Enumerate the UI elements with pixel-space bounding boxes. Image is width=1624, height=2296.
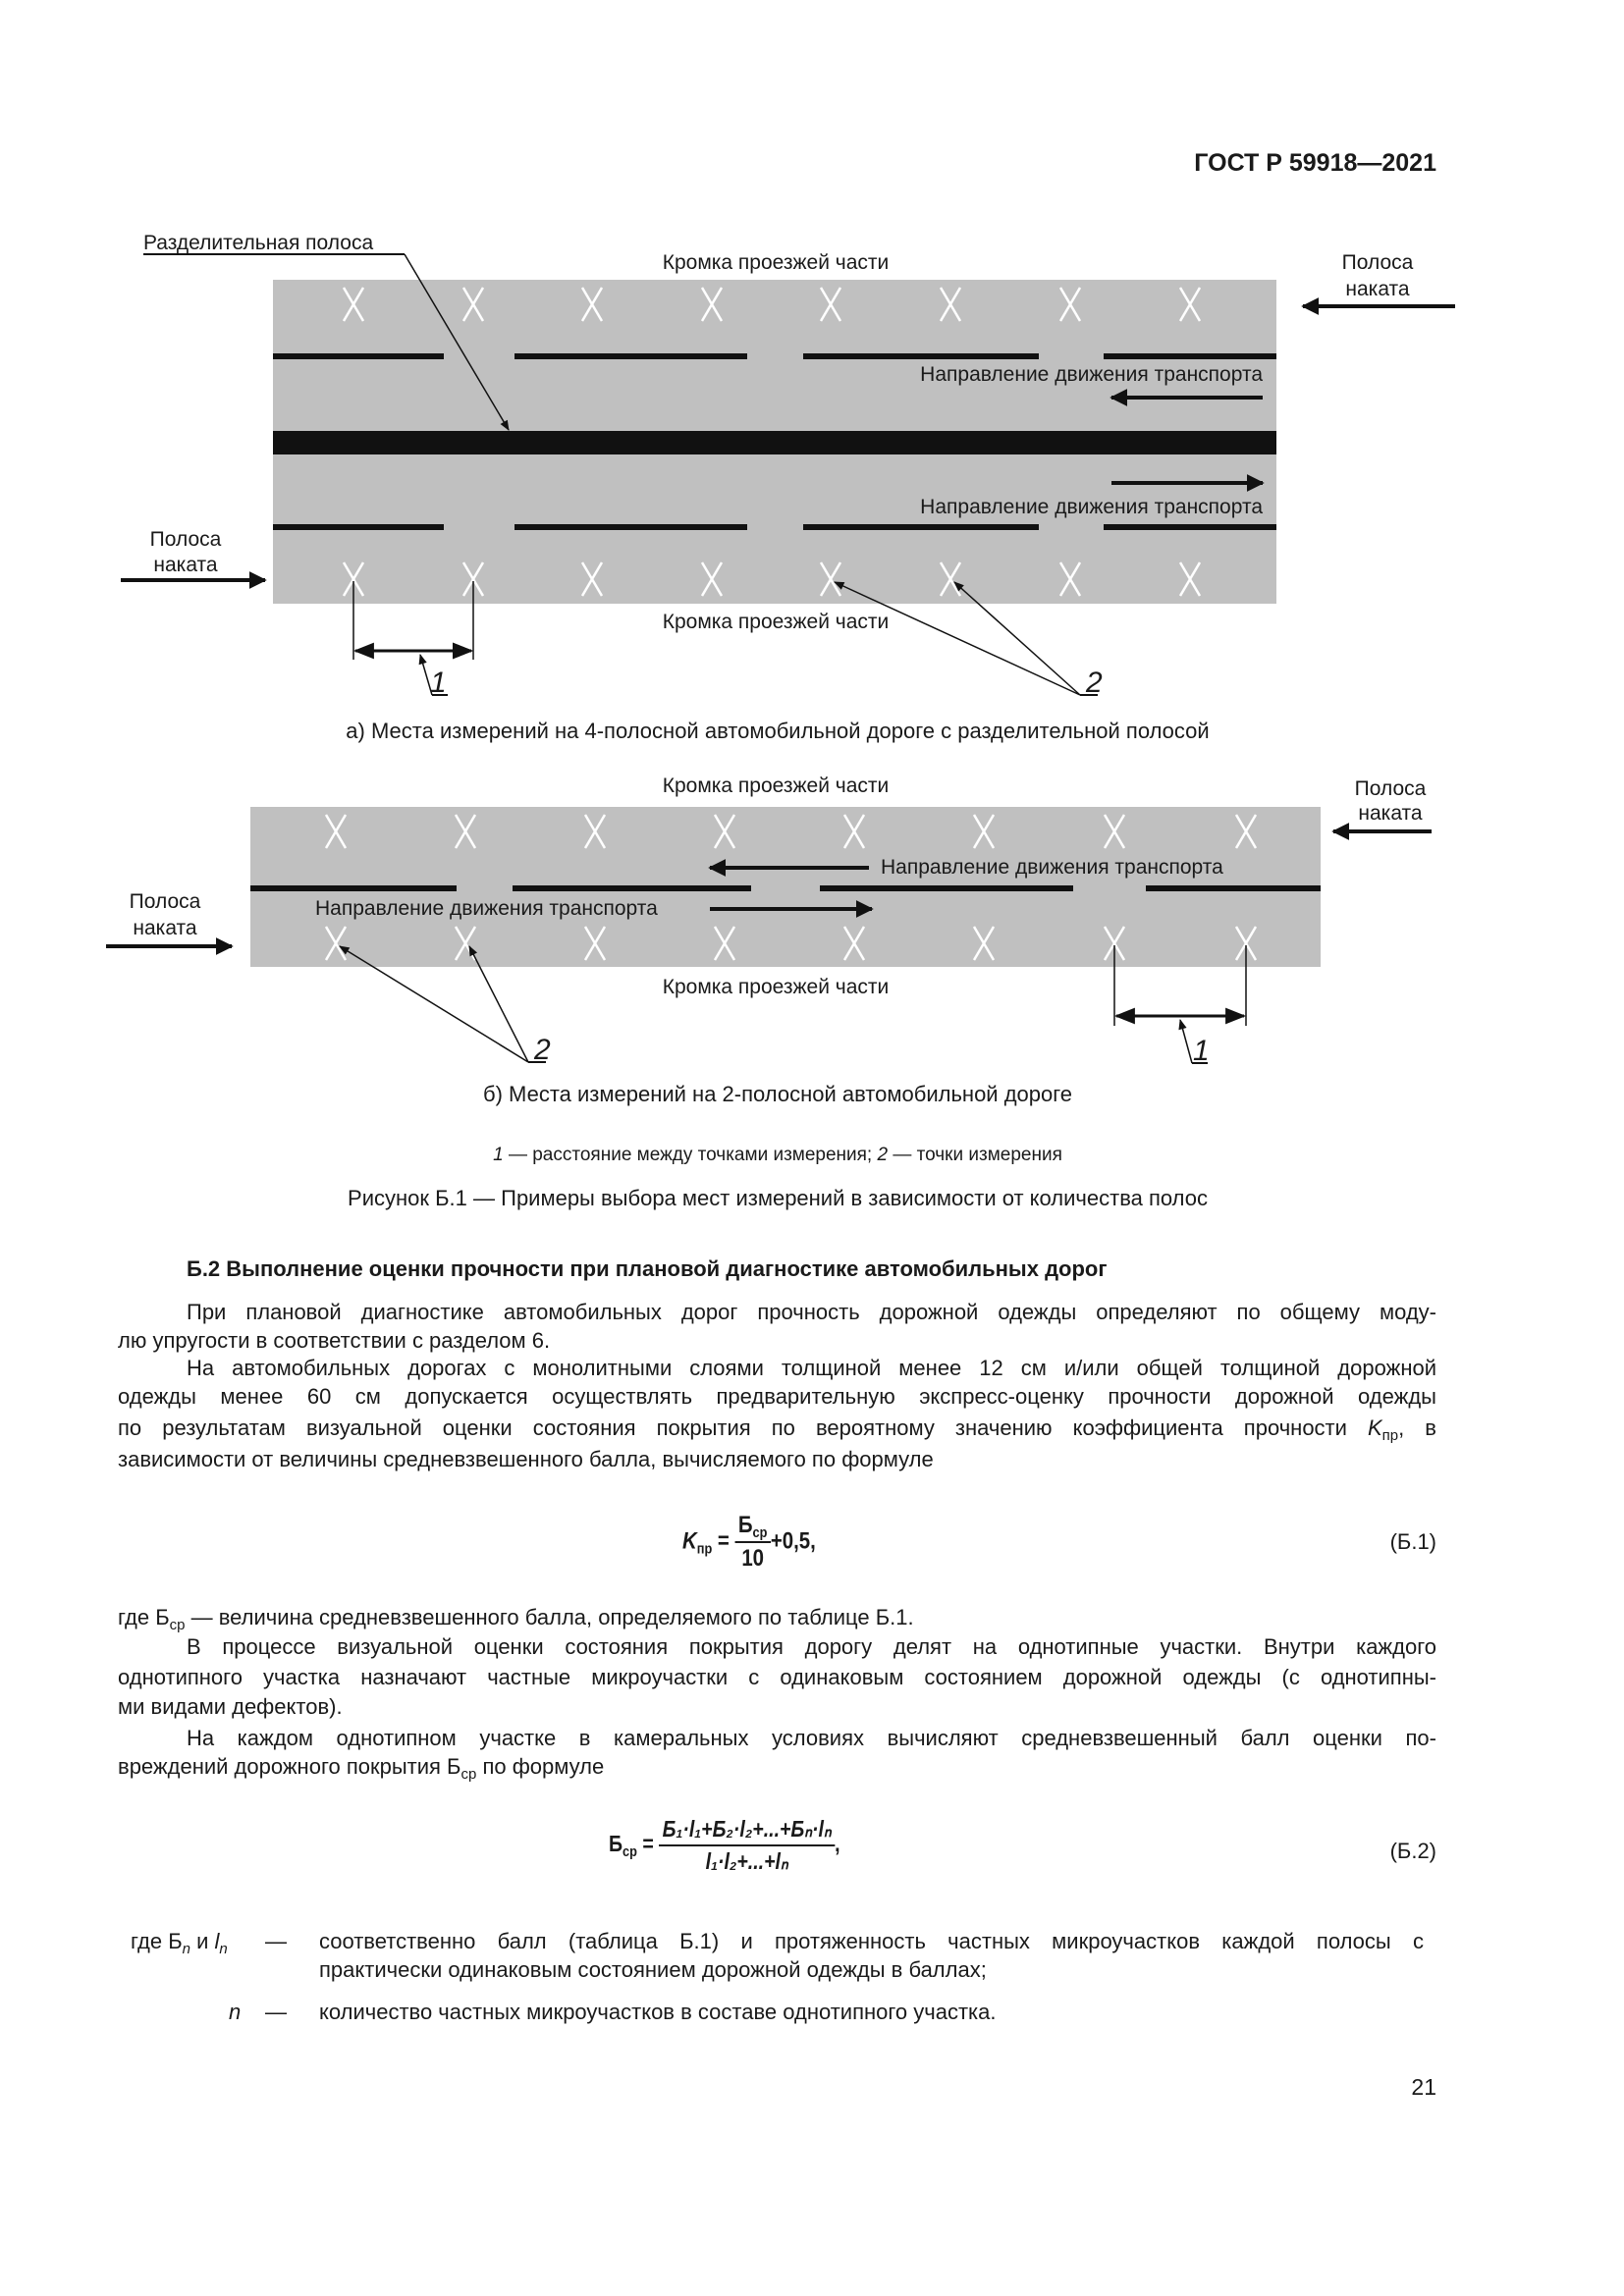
where-term: n	[229, 2000, 242, 2024]
operator: =	[636, 1831, 660, 1857]
subscript: ср	[752, 1524, 768, 1541]
callout-1: 1	[1193, 1035, 1210, 1067]
text-line: одежды менее 60 см допускается осуществлять предварительную экспресс-оценку прочности дорожной одежды	[118, 1384, 1436, 1409]
numerator	[734, 1512, 770, 1543]
section-heading: Б.2 Выполнение оценки прочности при плановой диагностике автомобильных дорог	[187, 1256, 1108, 1281]
callout-1: 1	[430, 667, 447, 699]
wheel-track-label: наката	[133, 917, 197, 939]
document-id: ГОСТ Р 59918—2021	[1194, 149, 1436, 177]
wheel-track-label: Полоса	[149, 528, 222, 551]
text-line: При плановой диагностике автомобильных дорог прочность дорожной одежды определяют по общему моду-	[187, 1300, 1436, 1324]
text-line	[118, 1414, 1436, 1443]
direction-label: Направление движения транспорта	[315, 897, 658, 920]
formula-b1	[682, 1512, 816, 1573]
edge-top-label: Кромка проезжей части	[662, 251, 890, 274]
formula-tail: +0,5,	[770, 1527, 816, 1555]
subscript: ср	[623, 1843, 637, 1861]
subscript: n	[182, 1941, 191, 1957]
edge-bottom-label: Кромка проезжей части	[662, 976, 890, 998]
text-span: где Б	[131, 1929, 183, 1953]
text-line	[118, 1752, 1436, 1782]
symbol: l	[214, 1929, 220, 1953]
figure-title: Рисунок Б.1 — Примеры выбора мест измерений в зависимости от количества полос	[348, 1186, 1208, 1210]
where-dash: —	[265, 2000, 287, 2024]
legend-text: — точки измерения	[888, 1145, 1062, 1165]
direction-label: Направление движения транспорта	[920, 496, 1263, 518]
figure-b1	[0, 0, 1624, 1129]
symbol: K	[682, 1527, 697, 1555]
edge-top-label: Кромка проезжей части	[662, 774, 890, 797]
operator: =	[712, 1527, 735, 1555]
symbol: Б	[609, 1831, 623, 1857]
text-span: вреждений дорожного покрытия Б	[118, 1754, 461, 1779]
legend-number: 2	[877, 1145, 889, 1165]
equation-number: (Б.2)	[1389, 1839, 1436, 1863]
numerator: Б₁·l₁+Б₂·l₂+...+Бₙ·lₙ	[659, 1816, 835, 1846]
text-line	[118, 1603, 1436, 1632]
text-span: — величина средневзвешенного балла, определяемого по таблице Б.1.	[185, 1605, 914, 1629]
text-span: по формуле	[476, 1754, 605, 1779]
edge-bottom-label: Кромка проезжей части	[662, 611, 890, 633]
where-text: практически одинаковым состоянием дорожной одежды в баллах;	[319, 1957, 987, 1982]
where-text: количество частных микроучастков в составе однотипного участка.	[319, 2000, 997, 2024]
subscript: n	[219, 1941, 228, 1957]
legend-text: — расстояние между точками измерения;	[503, 1145, 878, 1165]
text-line: В процессе визуальной оценки состояния покрытия дорогу делят на однотипные участки. Внутри каждого	[187, 1634, 1436, 1659]
figure-b-caption: б) Места измерений на 2-полосной автомобильной дороге	[482, 1082, 1073, 1106]
symbol: K	[1367, 1415, 1382, 1440]
denominator: l₁·l₂+...+lₙ	[705, 1848, 788, 1874]
wheel-track-label: наката	[153, 554, 218, 576]
text-line: ми видами дефектов).	[118, 1694, 343, 1719]
formula-tail: ,	[835, 1831, 840, 1857]
subscript: пр	[696, 1540, 713, 1558]
text-span: по результатам визуальной оценки состояния покрытия по вероятному значению коэффициента прочности	[118, 1415, 1368, 1440]
equation-number: (Б.1)	[1389, 1529, 1436, 1554]
symbol: Б	[737, 1512, 753, 1538]
subscript: пр	[1381, 1427, 1399, 1444]
callout-2: 2	[1086, 667, 1103, 699]
where-dash: —	[265, 1929, 287, 1953]
figure-a	[121, 232, 1455, 743]
text-line: На автомобильных дорогах с монолитными слоями толщиной менее 12 см и/или общей толщиной дорожной	[187, 1356, 1436, 1380]
page-number: 21	[1411, 2074, 1436, 2100]
fraction	[734, 1512, 770, 1573]
fraction	[659, 1816, 835, 1875]
wheel-track-label: Полоса	[129, 890, 201, 913]
subscript: ср	[169, 1617, 186, 1633]
wheel-track-label: Полоса	[1354, 777, 1427, 800]
text-line: лю упругости в соответствии с разделом 6.	[118, 1328, 551, 1353]
where-term	[131, 1927, 278, 1956]
wheel-track-label: наката	[1358, 802, 1423, 825]
direction-label: Направление движения транспорта	[920, 363, 1263, 386]
text-line: На каждом однотипном участке в камеральных условиях вычисляют средневзвешенный балл оценки по-	[187, 1726, 1436, 1750]
text-span: где Б	[118, 1605, 170, 1629]
denominator: 10	[741, 1545, 765, 1572]
direction-label: Направление движения транспорта	[881, 856, 1223, 879]
text-span: и	[190, 1929, 215, 1953]
wheel-track-label: Полоса	[1341, 251, 1414, 274]
divider-label: Разделительная полоса	[143, 232, 374, 254]
text-line: зависимости от величины средневзвешенного балла, вычисляемого по формуле	[118, 1447, 934, 1471]
subscript: ср	[460, 1766, 477, 1783]
formula-b2	[609, 1816, 840, 1875]
text-span: , в	[1398, 1415, 1436, 1440]
figure-legend	[0, 1145, 1555, 1166]
callout-2: 2	[534, 1034, 551, 1066]
text-line: однотипного участка назначают частные микроучастки с одинаковым состоянием дорожной одежды (с однотипны-	[118, 1665, 1436, 1689]
median-strip	[273, 431, 1276, 454]
figure-b	[106, 774, 1432, 1106]
legend-number: 1	[493, 1145, 504, 1165]
wheel-track-label: наката	[1345, 278, 1410, 300]
figure-a-caption: а) Места измерений на 4-полосной автомобильной дороге с разделительной полосой	[346, 719, 1210, 743]
where-text: соответственно балл (таблица Б.1) и протяженность частных микроучастков каждой полосы с	[319, 1929, 1424, 1953]
